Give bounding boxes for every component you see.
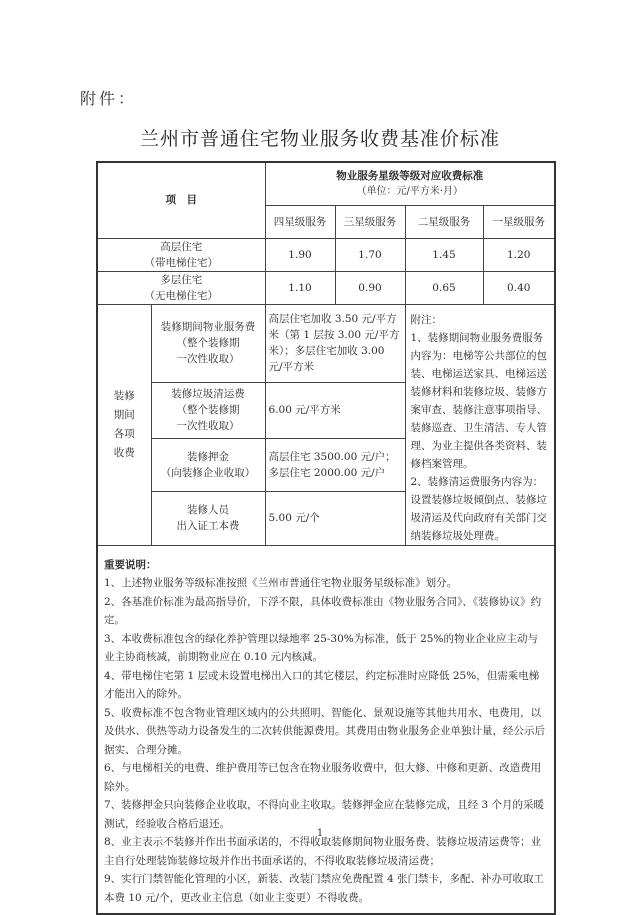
standard-header-title: 物业服务星级等级对应收费标准 (336, 169, 484, 182)
renovation-item-name (151, 492, 265, 545)
item-line: 一次性收取） (176, 420, 240, 433)
important-item: 3、本收费标准包含的绿化养护管理以绿地率 25-30%为标准，低于 25%的物业企业应主动与业主协商核减，前期物业应在 0.10 元内核减。 (104, 632, 538, 663)
page-number: 1 (316, 828, 324, 839)
category-line: 收费 (113, 446, 135, 459)
item-line: 出入证工本费 (176, 520, 240, 533)
renovation-item-price: 高层住宅 3500.00 元/户；多层住宅 2000.00 元/户 (265, 438, 405, 491)
renovation-item-price: 5.00 元/个 (265, 492, 405, 545)
level-header-4star: 四星级服务 (265, 205, 335, 238)
renovation-category (97, 304, 151, 545)
note-item: 2、装修清运费服务内容为：设置装修垃圾倾倒点、装修垃圾清运及代向政府有关部门交纳装修垃圾处理费。 (410, 475, 547, 542)
level-header-1star: 一星级服务 (483, 205, 555, 238)
item-line: 一次性收取） (176, 353, 240, 366)
category-line: 装修 (113, 389, 135, 402)
renovation-item-price: 高层住宅加收 3.50 元/平方米（第 1 层按 3.00 元/平方米）；多层住宅加收 3.00 元/平方米 (265, 304, 405, 382)
row-name: 多层住宅 (160, 273, 203, 286)
table-row (97, 271, 555, 304)
important-item: 1、上述物业服务等级标准按照《兰州市普通住宅物业服务星级标准》划分。 (104, 577, 458, 589)
price-cell: 0.40 (483, 271, 555, 304)
renovation-row (97, 304, 555, 382)
price-cell: 1.10 (265, 271, 335, 304)
note-item: 1、装修期间物业服务费服务内容为：电梯等公共部位的包装、电梯运送家具、电梯运送装修材料和装修垃圾、装修方案审查、装修注意事项指导、装修巡查、卫生清洁、专人管理、为业主提供各类资料、装修档案管理。 (410, 331, 547, 470)
item-line: （整个装修期 (176, 337, 240, 350)
renovation-item-price: 6.00 元/平方米 (265, 382, 405, 438)
notes-title: 附注： (410, 313, 442, 326)
row-name: 高层住宅 (160, 240, 203, 253)
category-line: 期间 (113, 408, 135, 421)
level-header-3star: 三星级服务 (335, 205, 405, 238)
important-item: 9、实行门禁智能化管理的小区，新装、改装门禁应免费配置 4 张门禁卡，多配、补办可收取工本费 10 元/个，更改业主信息（如业主变更）不得收费。 (104, 873, 545, 904)
renovation-item-name (151, 382, 265, 438)
price-cell: 1.20 (483, 238, 555, 271)
important-item: 6、与电梯相关的电费、维护费用等已包含在物业服务收费中，但大修、中修和更新、改造费用除外。 (104, 762, 542, 793)
renovation-notes (405, 304, 555, 545)
level-header-2star: 二星级服务 (405, 205, 483, 238)
renovation-item-name (151, 438, 265, 491)
important-notes-row (97, 545, 555, 914)
price-cell: 1.70 (335, 238, 405, 271)
fee-standard-table (96, 161, 556, 915)
item-header-label: 项 目 (165, 194, 197, 207)
price-cell: 1.45 (405, 238, 483, 271)
item-line: （整个装修期 (176, 404, 240, 417)
important-notes-title: 重要说明： (104, 558, 157, 571)
item-line: 装修垃圾清运费 (171, 388, 245, 401)
important-item: 2、各基准价标准为最高指导价，下浮不限，具体收费标准由《物业服务合同》、《装修协议》约定。 (104, 595, 542, 626)
item-line: 装修押金 (187, 450, 229, 463)
important-notes (97, 545, 555, 914)
document-title: 兰州市普通住宅物业服务收费基准价标准 (139, 128, 500, 150)
row-subname: （无电梯住宅） (144, 289, 218, 302)
attachment-label: 附件： (80, 89, 138, 108)
row-label (97, 271, 265, 304)
important-item: 5、收费标准不包含物业管理区域内的公共照明、智能化、景观设施等其他共用水、电费用，以及供水、供热等动力设备发生的二次转供能源费用。其费用由物业服务企业单独计量，经公示后据实、合理分摊。 (104, 706, 545, 756)
item-header (97, 162, 265, 238)
price-cell: 1.90 (265, 238, 335, 271)
category-line: 各项 (113, 427, 135, 440)
item-line: 装修期间物业服务费 (160, 321, 256, 334)
item-line: 装修人员 (187, 504, 229, 517)
row-label (97, 238, 265, 271)
important-item: 7、装修押金只向装修企业收取，不得向业主收取。装修押金应在装修完成，且经 3 个月的采暖测试，经验收合格后退还。 (104, 799, 545, 830)
standard-header-unit: （单位：元/平方米·月） (356, 185, 464, 197)
price-cell: 0.90 (335, 271, 405, 304)
standard-header (265, 162, 555, 205)
item-line: （向装修企业收取） (160, 466, 256, 479)
table-row (97, 238, 555, 271)
row-subname: （带电梯住宅） (144, 256, 218, 269)
price-cell: 0.65 (405, 271, 483, 304)
renovation-item-name (151, 304, 265, 382)
important-item: 4、带电梯住宅第 1 层或未设置电梯出入口的其它楼层，约定标准时应降低 25%，但需乘电梯才能出入的除外。 (104, 669, 540, 700)
important-item: 8、业主表示不装修并作出书面承诺的，不得收取装修期间物业服务费、装修垃圾清运费等；业主自行处理装饰装修垃圾并作出书面承诺的，不得收取装修垃圾清运费； (104, 836, 542, 867)
